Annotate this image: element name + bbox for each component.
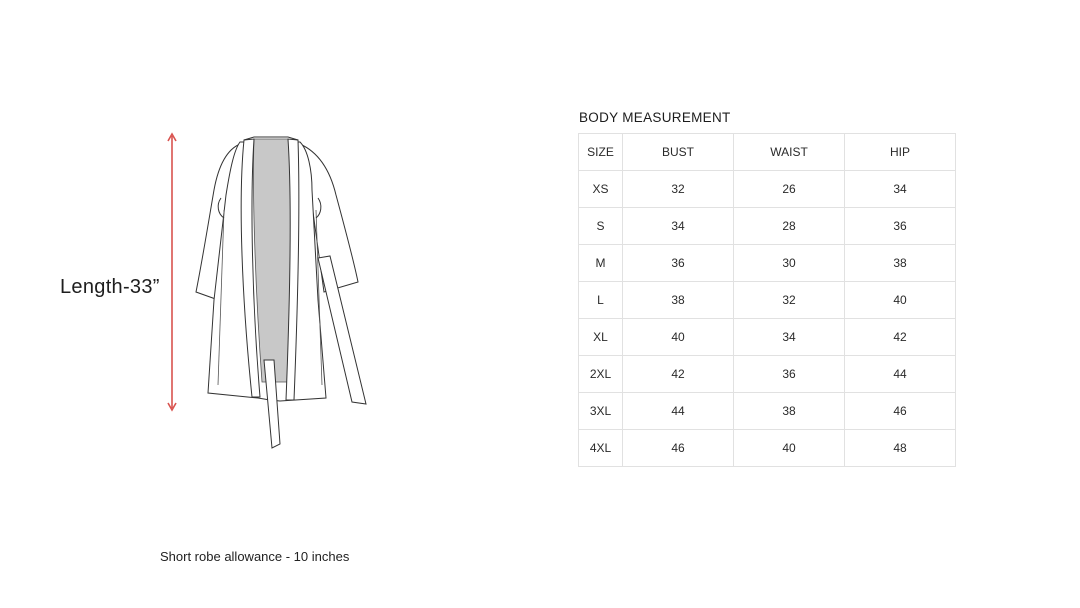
header-waist: WAIST [734,134,845,171]
cell-waist: 28 [734,208,845,245]
cell-hip: 40 [845,282,956,319]
cell-hip: 36 [845,208,956,245]
cell-bust: 34 [623,208,734,245]
header-size: SIZE [579,134,623,171]
cell-bust: 44 [623,393,734,430]
cell-size: S [579,208,623,245]
robe-illustration [150,120,390,460]
header-bust: BUST [623,134,734,171]
table-row [579,319,956,356]
cell-hip: 38 [845,245,956,282]
size-chart-table [578,133,956,467]
cell-waist: 40 [734,430,845,467]
cell-bust: 32 [623,171,734,208]
cell-hip: 42 [845,319,956,356]
cell-waist: 34 [734,319,845,356]
length-arrow-icon [168,134,176,410]
cell-waist: 32 [734,282,845,319]
cell-size: 4XL [579,430,623,467]
cell-hip: 48 [845,430,956,467]
length-label: Length-33” [60,276,160,298]
table-row [579,245,956,282]
cell-waist: 30 [734,245,845,282]
cell-bust: 46 [623,430,734,467]
cell-size: 3XL [579,393,623,430]
cell-size: L [579,282,623,319]
header-hip: HIP [845,134,956,171]
cell-waist: 26 [734,171,845,208]
table-row [579,393,956,430]
table-row [579,356,956,393]
table-row [579,282,956,319]
cell-size: 2XL [579,356,623,393]
table-row [579,208,956,245]
cell-size: M [579,245,623,282]
cell-size: XS [579,171,623,208]
cell-bust: 42 [623,356,734,393]
robe-lining [253,139,291,382]
cell-bust: 38 [623,282,734,319]
cell-waist: 38 [734,393,845,430]
cell-hip: 44 [845,356,956,393]
cell-waist: 36 [734,356,845,393]
table-row [579,430,956,467]
cell-size: XL [579,319,623,356]
cell-hip: 34 [845,171,956,208]
table-row [579,171,956,208]
table-header-row [579,134,956,171]
cell-bust: 36 [623,245,734,282]
cell-hip: 46 [845,393,956,430]
allowance-note: Short robe allowance - 10 inches [160,549,350,564]
table-title: BODY MEASUREMENT [579,110,731,125]
cell-bust: 40 [623,319,734,356]
